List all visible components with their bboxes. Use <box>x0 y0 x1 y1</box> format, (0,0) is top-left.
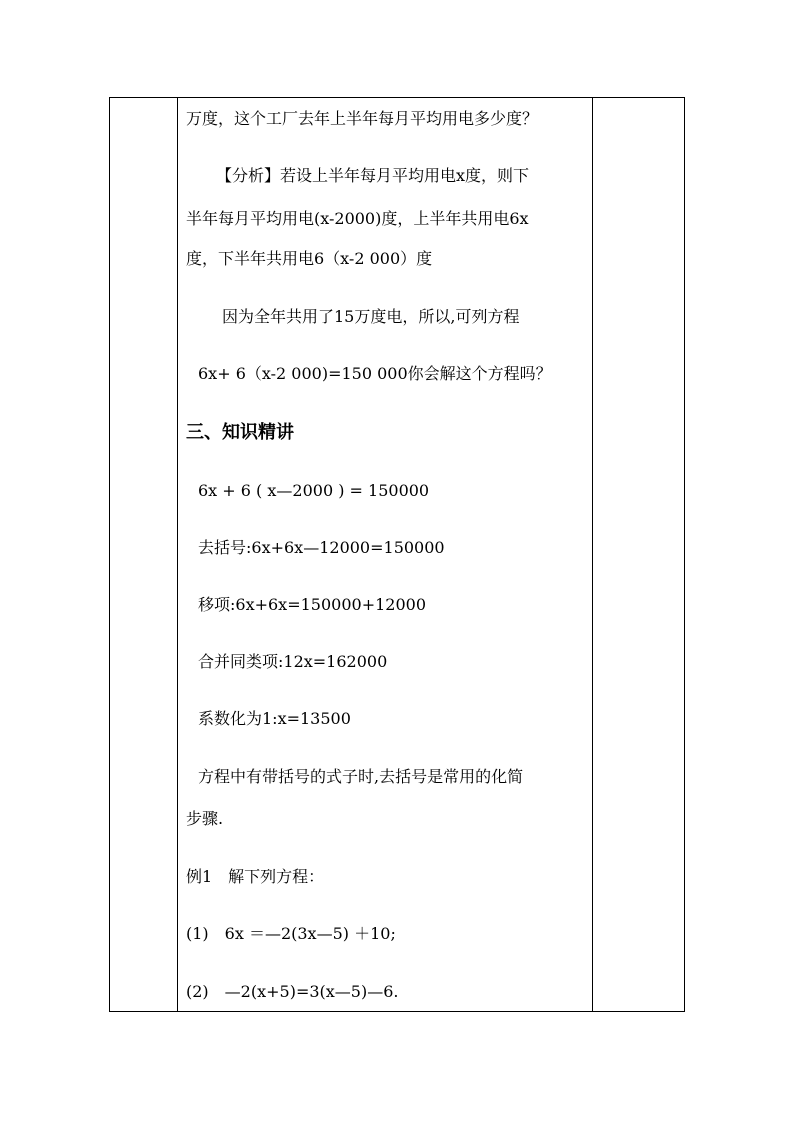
right-column-cell <box>593 98 684 1011</box>
example-title: 例1 解下列方程： <box>186 867 325 886</box>
example-item: (1) 6x ＝—2(3x—5) ＋10; <box>186 924 396 943</box>
lesson-table <box>109 97 685 1012</box>
left-column-cell <box>110 98 177 1011</box>
text-line: 步骤. <box>186 809 224 828</box>
solution-step: 去括号:6x+6x—12000=150000 <box>198 538 445 557</box>
solution-step: 移项:6x+6x=150000+12000 <box>198 595 426 614</box>
text-line: 方程中有带括号的式子时,去括号是常用的化简 <box>198 767 524 786</box>
analysis-line: 【分析】若设上半年每月平均用电x度，则下 <box>216 166 530 185</box>
text-line: 万度，这个工厂去年上半年每月平均用电多少度？ <box>186 109 539 128</box>
text-line: 半年每月平均用电(x-2000)度，上半年共用电6x <box>186 209 529 228</box>
text-line: 因为全年共用了15万度电，所以,可列方程 <box>222 307 520 326</box>
section-heading: 三、知识精讲 <box>186 422 294 443</box>
equation-line: 6x+ 6（x-2 000)=150 000你会解这个方程吗？ <box>198 364 552 383</box>
solution-step: 合并同类项:12x=162000 <box>198 652 388 671</box>
example-item: (2) —2(x+5)=3(x—5)—6. <box>186 982 399 1001</box>
text-line: 度，下半年共用电6（x-2 000）度 <box>186 249 433 268</box>
equation-line: 6x + 6 ( x—2000 ) = 150000 <box>198 481 430 500</box>
content-cell <box>178 98 592 1011</box>
solution-step: 系数化为1:x=13500 <box>198 709 351 728</box>
